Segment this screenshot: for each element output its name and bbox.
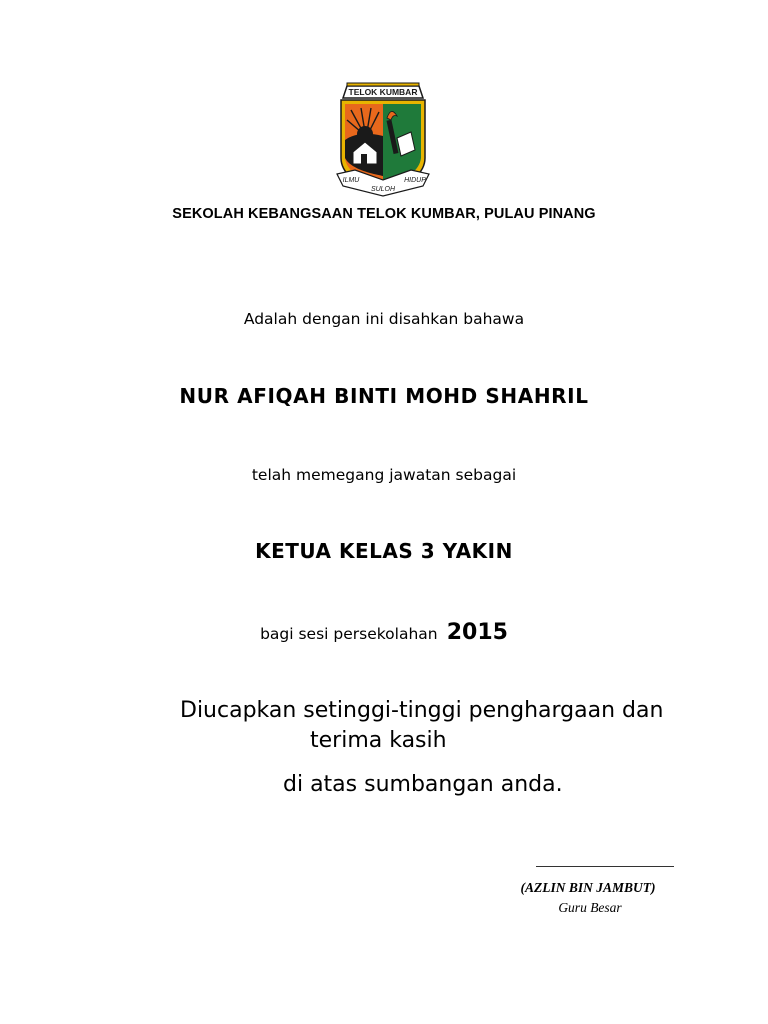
session-year: 2015 <box>446 620 508 645</box>
signature-line <box>536 866 674 867</box>
held-position-text: telah memegang jawatan sebagai <box>251 466 517 484</box>
crest-emblem-icon <box>335 80 431 200</box>
position-title: KETUA KELAS 3 YAKIN <box>255 539 513 563</box>
signer-name: (AZLIN BIN JAMBUT) <box>520 880 656 895</box>
thanks-line-3: di atas sumbangan anda. <box>283 772 563 797</box>
school-crest-logo <box>335 80 431 200</box>
crest-motto-left: ILMU <box>342 177 360 184</box>
crest-motto-right: HIDUP <box>404 177 426 184</box>
crest-banner-text: TELOK KUMBAR <box>348 87 418 97</box>
signer-title: Guru Besar <box>558 900 622 915</box>
session-label: bagi sesi persekolahan <box>260 625 438 643</box>
school-name: SEKOLAH KEBANGSAAN TELOK KUMBAR, PULAU PINANG <box>172 206 596 222</box>
recipient-name: NUR AFIQAH BINTI MOHD SHAHRIL <box>179 384 589 408</box>
thanks-line-1: Diucapkan setinggi-tinggi penghargaan dan <box>180 698 664 723</box>
thanks-line-2: terima kasih <box>310 728 447 753</box>
certification-intro: Adalah dengan ini disahkan bahawa <box>243 310 525 328</box>
session-line <box>0 620 768 645</box>
crest-motto-middle: SULOH <box>370 186 396 193</box>
